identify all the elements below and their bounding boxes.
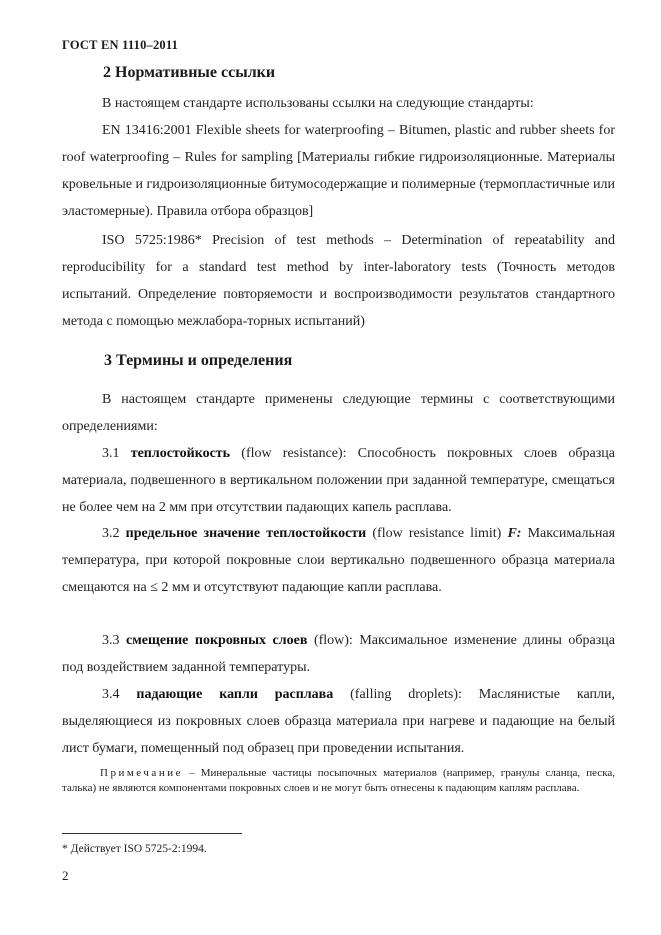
section-3-title: 3 Термины и определения xyxy=(104,352,293,369)
term-3-4-definition: Маслянистые капли, выделяющиеся из покровных слоев образца материала при нагреве и падающие на белый лист бумаги, помещенный под образец при проведении испытания. xyxy=(62,687,615,756)
term-3-3-name: смещение покровных слоев xyxy=(126,633,308,648)
term-3-4-number: 3.4 xyxy=(102,687,120,702)
footnote: * Действует ISO 5725-2:1994. xyxy=(62,843,207,855)
reference-en-13416: EN 13416:2001 Flexible sheets for waterproofing – Bitumen, plastic and rubber sheets for roof waterproofing – Rules for sampling [Материалы гибкие гидроизоляционные. Материалы кровельные и гидроизоляционные битумосодержащие и полимерные (термопластичные или эластомерные). Правила отбора образцов] xyxy=(62,123,615,219)
term-3-2-name: предельное значение теплостойкости xyxy=(125,526,367,541)
term-3-4-english: (falling droplets): xyxy=(350,687,462,702)
term-3-3-english: (flow): xyxy=(313,633,353,648)
note-block xyxy=(62,766,615,796)
term-3-1-definition: Способность покровных слоев образца материала, подвешенного в вертикальном положении при заданной температуре, смещаться не более чем на 2 мм при отсутствии падающих капель расплава. xyxy=(62,446,616,515)
term-3-4 xyxy=(62,681,615,762)
term-3-2-number: 3.2 xyxy=(102,526,120,541)
note-text: – Минеральные частицы посыпочных материалов (например, гранулы сланца, песка, талька) не являются компонентами покровных слоев и не могут быть отнесены к падающим каплям расплава. xyxy=(62,767,615,794)
term-3-1 xyxy=(62,440,615,521)
term-3-1-english: (flow resistance): xyxy=(241,446,347,461)
document-header-code: ГОСТ EN 1110–2011 xyxy=(62,38,179,52)
term-3-2-symbol: F: xyxy=(507,526,522,541)
term-3-3-number: 3.3 xyxy=(102,633,120,648)
page-number: 2 xyxy=(62,868,69,883)
section-2-intro: В настоящем стандарте использованы ссылки на следующие стандарты: xyxy=(102,96,534,111)
term-3-4-name: падающие капли расплава xyxy=(136,687,334,702)
reference-iso-5725: ISO 5725:1986* Precision of test methods – Determination of repeatability and reproducibility for a standard test method by inter-laboratory tests (Точность методов испытаний. Определение повторяемости и воспроизводимости результатов стандартного метода с помощью межлабора-торных испытаний) xyxy=(62,233,615,329)
term-3-3 xyxy=(62,627,615,681)
footnote-divider xyxy=(62,833,242,834)
term-3-1-name: теплостойкость xyxy=(130,446,231,461)
term-3-2-english: (flow resistance limit) xyxy=(372,526,502,541)
term-3-2 xyxy=(62,520,615,601)
term-3-3-definition: Максимальное изменение длины образца под воздействием заданной температуры. xyxy=(62,633,615,675)
note-label: Примечание xyxy=(100,767,183,779)
section-3-intro: В настоящем стандарте применены следующие термины с соответствующими определениями: xyxy=(62,392,615,434)
section-2-title: 2 Нормативные ссылки xyxy=(103,64,276,81)
term-3-2-definition: Максимальная температура, при которой покровные слои вертикально подвешенного образца материала смещаются на ≤ 2 мм и отсутствуют падающие капли расплава. xyxy=(62,526,616,595)
term-3-1-number: 3.1 xyxy=(102,446,120,461)
